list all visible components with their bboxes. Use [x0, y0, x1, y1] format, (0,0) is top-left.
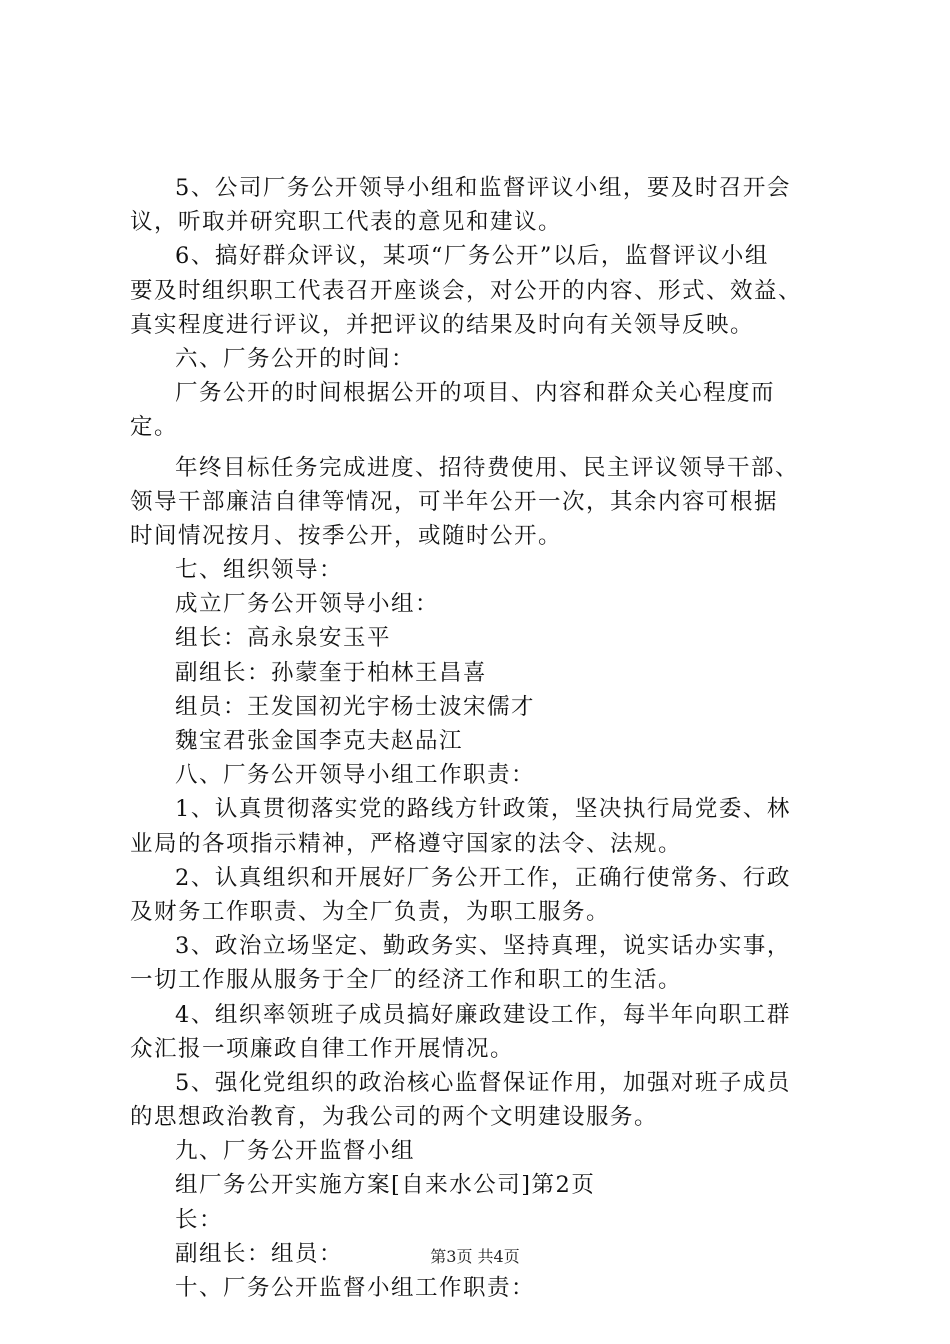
- paragraph-line: 1、认真贯彻落实党的路线方针政策，坚决执行局党委、林: [175, 796, 791, 823]
- paragraph-line: 4、组织率领班子成员搞好廉政建设工作，每半年向职工群: [175, 1001, 791, 1028]
- paragraph-line: 3、政治立场坚定、勤政务实、坚持真理，说实话办实事，: [175, 933, 791, 960]
- paragraph-line: 的思想政治教育，为我公司的两个文明建设服务。: [130, 1104, 659, 1131]
- paragraph-line: 要及时组织职工代表召开座谈会，对公开的内容、形式、效益、: [130, 277, 803, 304]
- paragraph-line: 成立厂务公开领导小组：: [175, 591, 440, 618]
- paragraph-line: 业局的各项指示精神，严格遵守国家的法令、法规。: [130, 830, 683, 857]
- paragraph-line: 时间情况按月、按季公开，或随时公开。: [130, 522, 563, 549]
- paragraph-line: 厂务公开的时间根据公开的项目、内容和群众关心程度而: [175, 380, 776, 407]
- paragraph-line: 众汇报一项廉政自律工作开展情况。: [130, 1035, 515, 1062]
- section-heading: 六、厂务公开的时间：: [175, 345, 416, 372]
- section-heading: 十、厂务公开监督小组工作职责：: [175, 1275, 536, 1301]
- paragraph-line: 5、公司厂务公开领导小组和监督评议小组，要及时召开会: [175, 175, 791, 201]
- paragraph-line: 魏宝君张金国李克夫赵品江: [175, 728, 464, 754]
- paragraph-line: 长：: [175, 1206, 224, 1233]
- section-heading: 九、厂务公开监督小组: [175, 1138, 416, 1165]
- paragraph-line: 及财务工作职责、为全厂负责，为职工服务。: [130, 898, 611, 925]
- paragraph-line: 6、搞好群众评议，某项“厂务公开”以后，监督评议小组: [175, 243, 769, 270]
- paragraph-line: 真实程度进行评议，并把评议的结果及时向有关领导反映。: [130, 311, 755, 338]
- paragraph-line: 年终目标任务完成进度、招待费使用、民主评议领导干部、: [175, 454, 800, 481]
- paragraph-line: 5、强化党组织的政治核心监督保证作用，加强对班子成员: [175, 1069, 791, 1096]
- paragraph-line: 副组长：组员：: [175, 1240, 344, 1267]
- paragraph-line: 领导干部廉洁自律等情况，可半年公开一次，其余内容可根据: [130, 488, 779, 515]
- paragraph-line: 组员：王发国初光宇杨士波宋儒才: [175, 693, 536, 720]
- paragraph-line: 议，听取并研究职工代表的意见和建议。: [130, 209, 563, 236]
- paragraph-line: 一切工作服从服务于全厂的经济工作和职工的生活。: [130, 967, 683, 994]
- section-heading: 八、厂务公开领导小组工作职责：: [175, 762, 536, 789]
- paragraph-line: 组长：高永泉安玉平: [175, 625, 392, 652]
- paragraph-line: 2、认真组织和开展好厂务公开工作，正确行使常务、行政: [175, 864, 791, 891]
- section-heading: 七、组织领导：: [175, 557, 344, 584]
- paragraph-line: 副组长：孙蒙奎于柏林王昌喜: [175, 659, 488, 686]
- paragraph-line: 定。: [130, 414, 179, 441]
- page-footer: 第3页 共4页: [430, 1247, 520, 1266]
- paragraph-line: 组厂务公开实施方案[自来水公司]第2页: [175, 1172, 596, 1199]
- document-body: [130, 171, 860, 1305]
